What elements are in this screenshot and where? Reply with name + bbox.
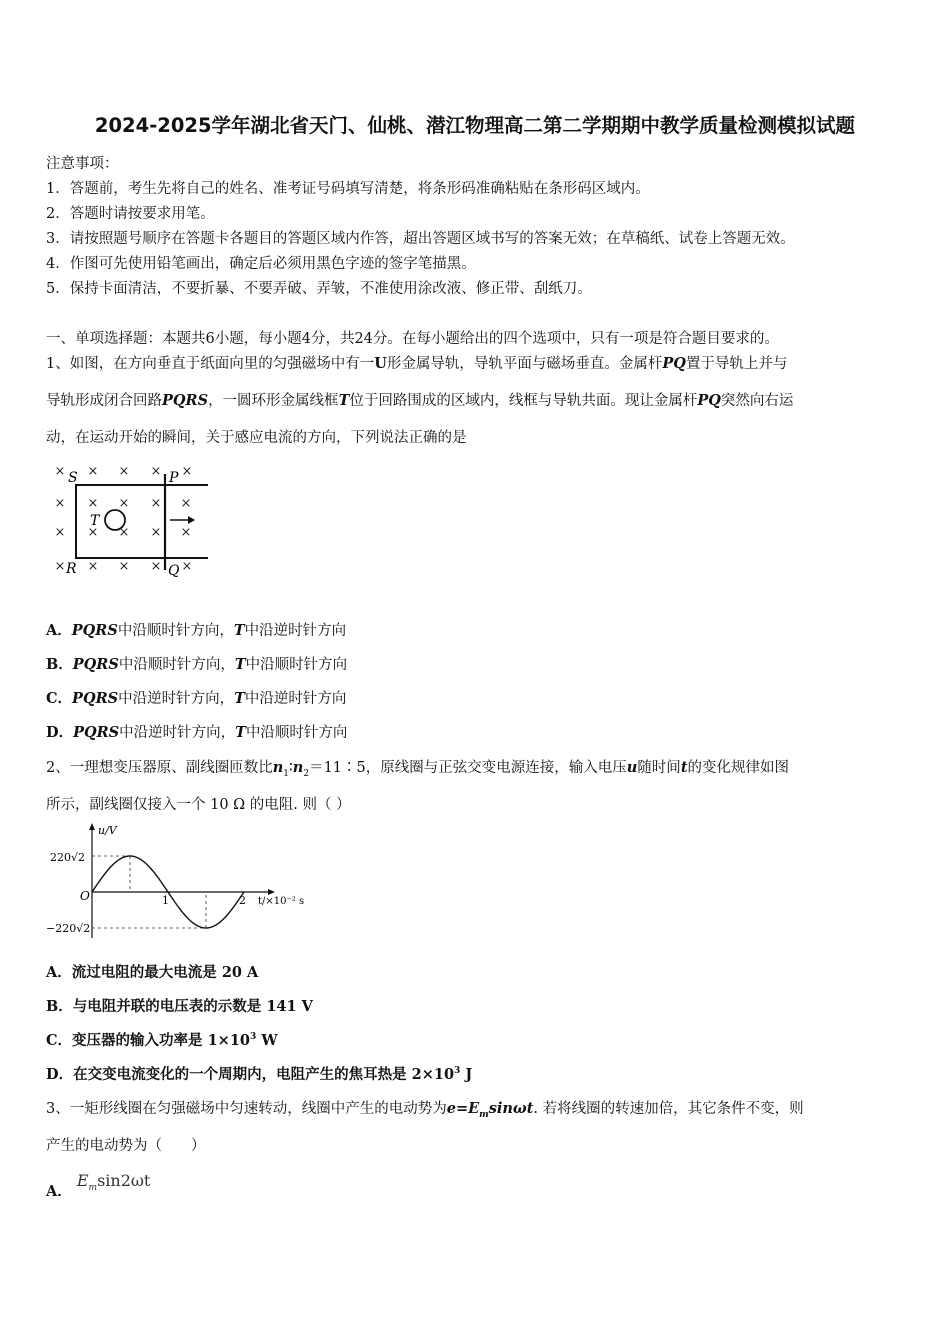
field-cross: × [118, 525, 130, 540]
field-cross: × [150, 559, 162, 574]
q2-voltage-chart [46, 820, 316, 945]
field-cross: × [54, 559, 66, 574]
x-tick-1-label: 1 [162, 894, 169, 907]
notice-heading: 注意事项： [46, 156, 119, 172]
field-cross: × [87, 525, 99, 540]
field-cross: × [54, 496, 66, 511]
q2-stem-line1: 2、一理想变压器原、副线圈匝数比$n_1∶n_2=11∶5$，原线圈与正弦交变电源连接，输入电压u随时间t的变化规律如图 [46, 759, 790, 779]
q2-option-d[interactable]: D．在交变电流变化的一个周期内，电阻产生的焦耳热是 $2\times 10^3$ J [46, 1066, 473, 1083]
notice-item: 2．答题时请按要求用笔。 [46, 206, 215, 222]
q1-magnetic-field-figure [46, 456, 226, 586]
q1-option-a[interactable]: A．PQRS中沿顺时针方向，T中沿逆时针方向 [46, 622, 347, 639]
field-cross: × [118, 496, 130, 511]
q2-option-a[interactable]: A．流过电阻的最大电流是 20 A [46, 964, 259, 981]
field-cross: × [150, 496, 162, 511]
field-cross: × [150, 525, 162, 540]
y-min-label: −220√2 [46, 922, 91, 935]
field-cross: × [54, 464, 66, 479]
field-cross: × [150, 464, 162, 479]
x-axis-label: t/×10⁻² s [258, 896, 305, 907]
q2-option-b[interactable]: B．与电阻并联的电压表的示数是 141 V [46, 998, 313, 1015]
q1-stem-line3: 动，在运动开始的瞬间，关于感应电流的方向，下列说法正确的是 [46, 430, 467, 446]
field-cross: × [87, 559, 99, 574]
q3-option-a[interactable]: A． $E_m\sin 2\omega t$ [46, 1171, 151, 1200]
field-cross: × [181, 464, 193, 479]
label-r: R [66, 561, 77, 577]
y-axis-label: u/V [98, 824, 117, 837]
q1-option-b[interactable]: B．PQRS中沿顺时针方向，T中沿顺时针方向 [46, 656, 348, 673]
notice-item: 5．保持卡面清洁，不要折暴、不要弄破、弄皱，不准使用涂改液、修正带、刮纸刀。 [46, 281, 592, 297]
q3-stem-line1: 3、一矩形线圈在匀强磁场中匀速转动，线圈中产生的电动势为$e=E_m\sin\omega t$. 若将线圈的转速加倍，其它条件不变，则 [46, 1100, 804, 1120]
q1-stem-line1: 1、如图，在方向垂直于纸面向里的匀强磁场中有一U形金属导轨，导轨平面与磁场垂直。金属杆PQ置于导轨上并与 [46, 355, 788, 372]
field-cross: × [87, 464, 99, 479]
x-axis-arrow [268, 889, 275, 895]
label-p: P [169, 470, 179, 486]
field-cross: × [87, 496, 99, 511]
q1-option-d[interactable]: D．PQRS中沿逆时针方向，T中沿顺时针方向 [46, 724, 348, 741]
label-q: Q [168, 563, 180, 579]
label-s: S [68, 470, 78, 486]
y-axis-arrow [89, 823, 95, 830]
q2-option-c[interactable]: C．变压器的输入功率是 $1\times 10^3$ W [46, 1032, 278, 1049]
section-heading: 一、单项选择题：本题共6小题，每小题4分，共24分。在每小题给出的四个选项中，只有一项是符合题目要求的。 [46, 331, 779, 347]
x-tick-2-label: 2 [239, 894, 246, 907]
origin-label: O [80, 889, 90, 903]
q1-option-c[interactable]: C．PQRS中沿逆时针方向，T中沿逆时针方向 [46, 690, 347, 707]
page-title: 2024-2025学年湖北省天门、仙桃、潜江物理高二第二学期期中教学质量检测模拟试题 [94, 114, 856, 137]
velocity-arrowhead [188, 516, 195, 524]
field-cross: × [118, 464, 130, 479]
y-max-label: 220√2 [50, 851, 86, 864]
label-t: T [90, 513, 100, 529]
field-cross: × [180, 525, 192, 540]
q1-stem-line2: 导轨形成闭合回路PQRS，一圆环形金属线框T位于回路围成的区域内，线框与导轨共面。现让金属杆PQ突然向右运 [46, 392, 794, 409]
q3-stem-line2: 产生的电动势为（ ） [46, 1138, 206, 1154]
field-cross: × [118, 559, 130, 574]
field-cross: × [181, 559, 193, 574]
field-cross: × [54, 525, 66, 540]
notice-item: 1．答题前，考生先将自己的姓名、准考证号码填写清楚，将条形码准确粘贴在条形码区域内。 [46, 181, 650, 197]
notice-item: 4．作图可先使用铅笔画出，确定后必须用黑色字迹的签字笔描黑。 [46, 256, 476, 272]
notice-item: 3．请按照题号顺序在答题卡各题目的答题区域内作答，超出答题区域书写的答案无效；在草稿纸、试卷上答题无效。 [46, 231, 795, 247]
ring-t [105, 510, 125, 530]
field-cross: × [180, 496, 192, 511]
q2-stem-line2: 所示，副线圈仅接入一个 10 Ω 的电阻. 则（ ） [46, 797, 351, 813]
